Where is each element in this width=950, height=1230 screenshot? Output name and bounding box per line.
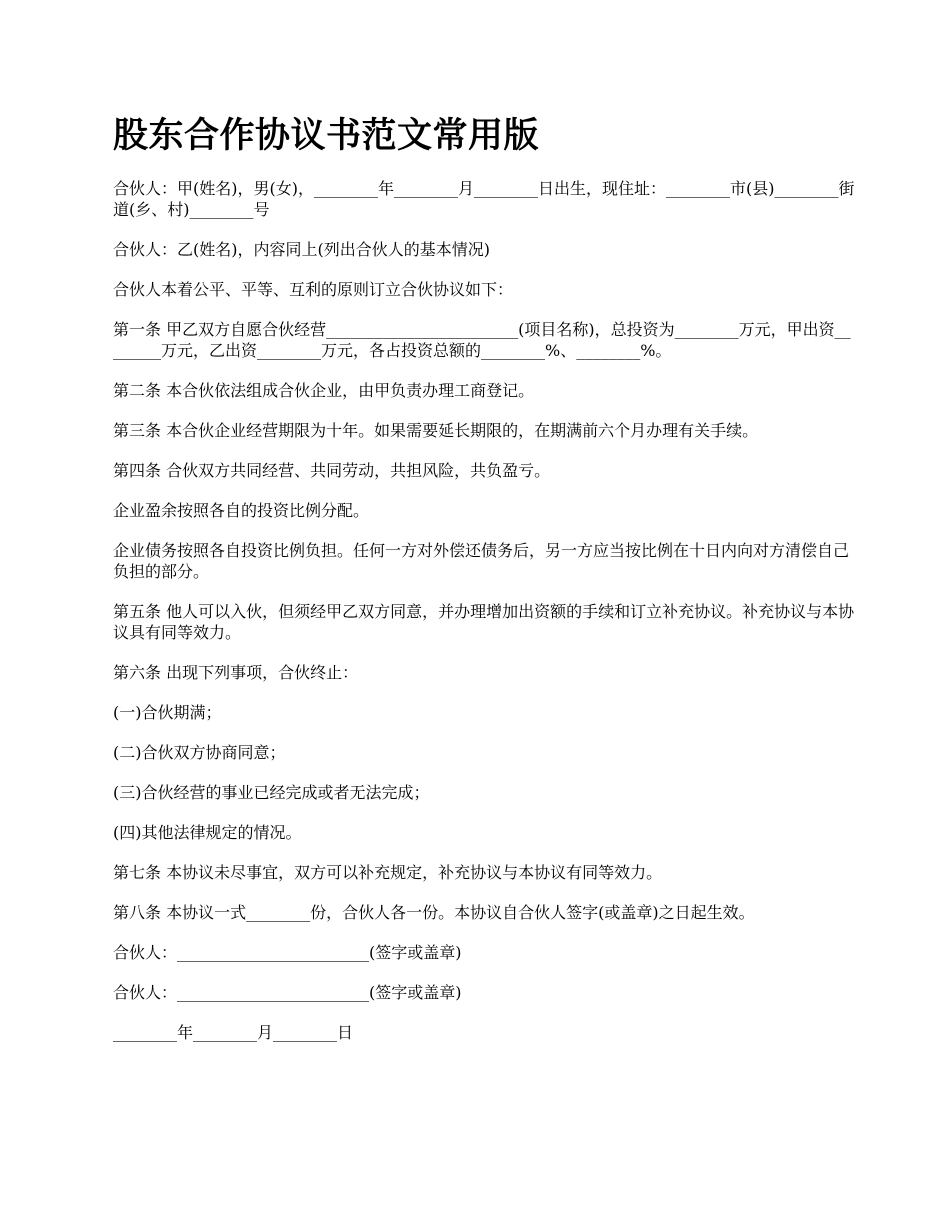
clause-article-6: 第六条 出现下列事项，合伙终止： bbox=[113, 663, 359, 682]
clause-article-7: 第七条 本协议未尽事宜，双方可以补充规定，补充协议与本协议有同等效力。 bbox=[113, 863, 663, 882]
termination-item-4: (四)其他法律规定的情况。 bbox=[113, 823, 302, 842]
document-title: 股东合作协议书范文常用版 bbox=[113, 115, 540, 156]
document-page bbox=[113, 112, 855, 1062]
clause-article-5: 第五条 他人可以入伙，但须经甲乙双方同意，并办理增加出资额的手续和订立补充协议。补充协议与本协议具有同等效力。 bbox=[113, 602, 855, 642]
clause-article-1: 第一条 甲乙双方自愿合伙经营________________________(项目名称)，总投资为________万元，甲出资________万元，乙出资________万元，各占投资总额的________%、________%。 bbox=[113, 320, 851, 360]
clause-preamble: 合伙人本着公平、平等、互利的原则订立合伙协议如下： bbox=[113, 280, 514, 299]
termination-item-3: (三)合伙经营的事业已经完成或者无法完成； bbox=[113, 783, 430, 802]
clause-article-8: 第八条 本协议一式________份，合伙人各一份。本协议自合伙人签字(或盖章)之日起生效。 bbox=[113, 903, 755, 922]
signature-line-2: 合伙人：________________________(签字或盖章) bbox=[113, 983, 462, 1002]
clause-profit-sharing: 企业盈余按照各自的投资比例分配。 bbox=[113, 501, 370, 520]
termination-item-1: (一)合伙期满； bbox=[113, 703, 222, 722]
clause-partner-b: 合伙人：乙(姓名)，内容同上(列出合伙人的基本情况) bbox=[113, 240, 490, 259]
clause-article-2: 第二条 本合伙依法组成合伙企业，由甲负责办理工商登记。 bbox=[113, 381, 535, 400]
termination-item-2: (二)合伙双方协商同意； bbox=[113, 743, 286, 762]
clause-article-4: 第四条 合伙双方共同经营、共同劳动，共担风险，共负盈亏。 bbox=[113, 461, 551, 480]
clause-partner-a: 合伙人：甲(姓名)，男(女)，________年________月________日出生，现住址：________市(县)________街道(乡、村)________号 bbox=[113, 179, 855, 219]
signature-line-1: 合伙人：________________________(签字或盖章) bbox=[113, 943, 462, 962]
clause-article-3: 第三条 本合伙企业经营期限为十年。如果需要延长期限的，在期满前六个月办理有关手续。 bbox=[113, 421, 759, 440]
clause-debt-sharing: 企业债务按照各自投资比例负担。任何一方对外偿还债务后，另一方应当按比例在十日内向对方清偿自己负担的部分。 bbox=[113, 541, 850, 581]
date-line: ________年________月________日 bbox=[113, 1023, 354, 1042]
